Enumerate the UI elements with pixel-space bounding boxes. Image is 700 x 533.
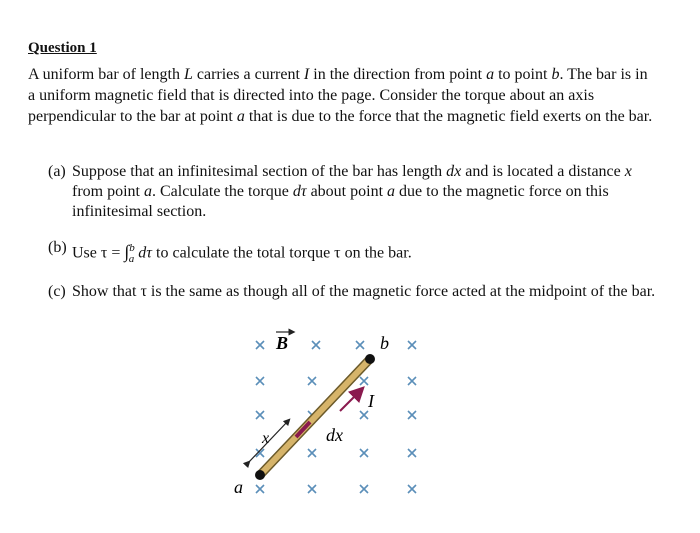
point-b-dot (365, 354, 375, 364)
field-label: B (276, 333, 289, 353)
part-a-label: (a) (48, 163, 66, 180)
part-a-text: Suppose that an infinitesimal section of the bar has length dx and is located a distance x from point a. Calculate the torque dτ about point a due to the magnetic force on this infinitesimal section. (72, 163, 632, 220)
conducting-bar (260, 359, 370, 475)
question-heading: Question 1 (28, 40, 97, 56)
point-a-label: a (234, 477, 243, 497)
field-crosses (256, 341, 416, 493)
dx-label: dx (326, 425, 343, 445)
point-a-dot (255, 470, 265, 480)
part-b-text: Use τ = ∫$^b_a$ dτ to calculate the total torque τ on the bar. (72, 241, 412, 265)
current-label: I (368, 391, 374, 411)
part-b-label: (b) (48, 239, 67, 256)
x-label: x (262, 430, 270, 447)
part-c-label: (c) (48, 283, 66, 300)
bar-in-field-figure (220, 325, 460, 505)
point-b-label: b (380, 333, 389, 353)
question-intro: A uniform bar of length L carries a current I in the direction from point a to point b. The bar is in a uniform magnetic field that is directed into the page. Consider the torque about an axis perpendicular to the bar at point a that is due to the force that the magnetic field exerts on the bar. (28, 66, 653, 125)
integral-sign: ∫ (124, 241, 130, 262)
figure-svg (220, 325, 460, 505)
part-c-text: Show that τ is the same as though all of the magnetic force acted at the midpoint of the bar. (72, 283, 656, 300)
